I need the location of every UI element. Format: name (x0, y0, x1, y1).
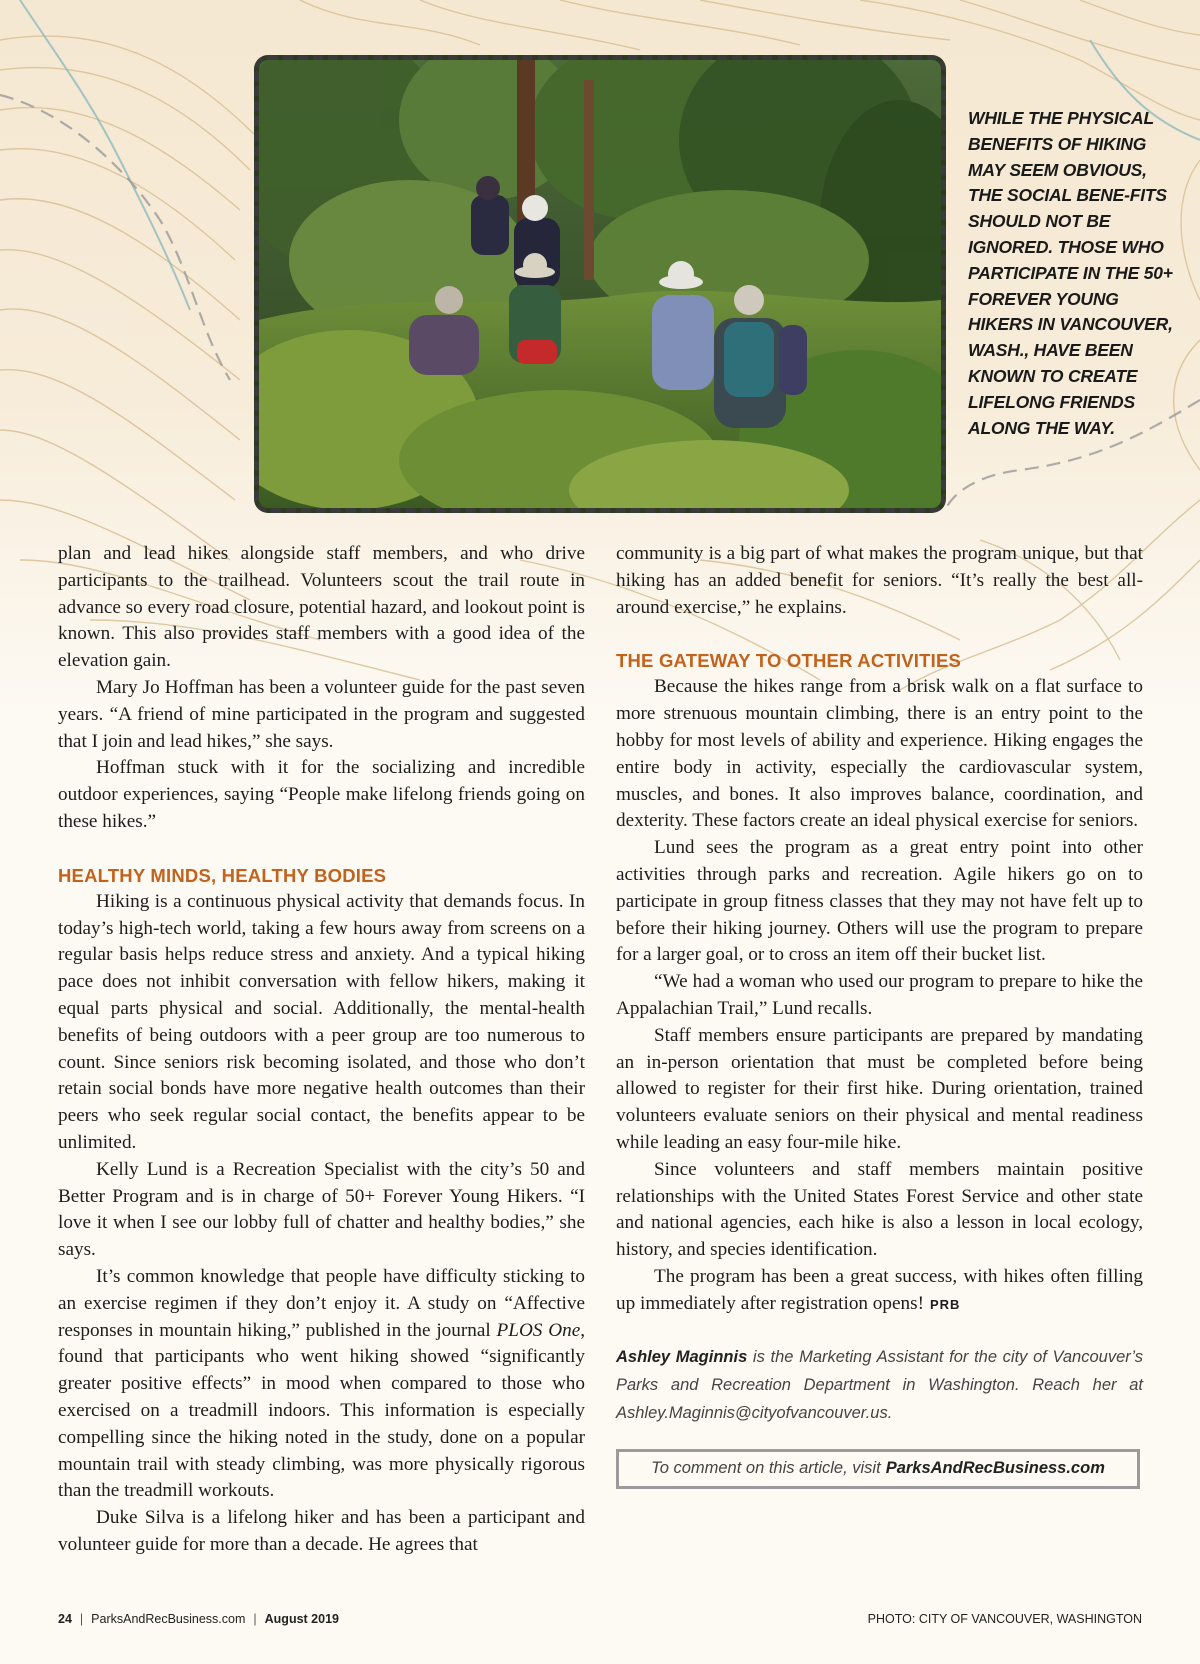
hikers-photo-illustration (259, 60, 941, 508)
paragraph: Since volunteers and staff members maintain positive relationships with the United States Forest Service and other state and national agencies, each hike is also a lesson in local ecology, history, and species identification. (616, 1158, 1143, 1261)
paragraph (616, 1264, 1143, 1319)
footer-left: 24 | ParksAndRecBusiness.com | August 2019 (58, 1612, 339, 1626)
article-column-right (616, 541, 1143, 1489)
paragraph: community is a big part of what makes the program unique, but that hiking has an added benefit for seniors. “It’s really the best all-around exercise,” he explains. (616, 543, 1143, 618)
paragraph: Because the hikes range from a brisk walk on a flat surface to more strenuous mountain climbing, there is an entry point to the hobby for most levels of ability and experience. Hiking engages the entire body in activity, especially the cardiovascular system, muscles, and bones. It also improves balance, coordination, and dexterity. These factors create an ideal physical exercise for seniors. (616, 676, 1143, 832)
paragraph: Hoffman stuck with it for the socializing and incredible outdoor experiences, saying “People make lifelong friends going on these hikes.” (58, 757, 585, 832)
author-name: Ashley Maginnis (616, 1347, 748, 1366)
footer-issue: August 2019 (264, 1612, 339, 1626)
article-column-left (58, 541, 585, 1559)
paragraph: Kelly Lund is a Recreation Specialist with the city’s 50 and Better Program and is in charge of 50+ Forever Young Hikers. “I love it when I see our lobby full of chatter and healthy bodies,” she says. (58, 1158, 585, 1261)
paragraph: “We had a woman who used our program to prepare to hike the Appalachian Trail,” Lund recalls. (616, 971, 1143, 1019)
photo-credit: PHOTO: CITY OF VANCOUVER, WASHINGTON (867, 1612, 1142, 1626)
paragraph: Hiking is a continuous physical activity that demands focus. In today’s high-tech world, taking a few hours away from screens on a regular basis helps reduce stress and anxiety. And a typical hiking pace does not inhibit conversation with fellow hikers, making it equal parts physical and social. Additionally, the mental-health benefits of being outdoors with a peer group are too numerous to count. Since seniors risk becoming isolated, and those who don’t retain social bonds have more negative health outcomes than their peers who seek regular social contact, the benefits appear to be unlimited. (58, 890, 585, 1153)
journal-title: PLOS One (496, 1319, 581, 1341)
paragraph: plan and lead hikes alongside staff members, and who drive participants to the trailhead. Volunteers scout the trail route in advance so every road closure, potential hazard, and lookout point is known. This also provides staff members with a good idea of the elevation gain. (58, 543, 585, 672)
paragraph (58, 1264, 585, 1505)
section-heading-healthy-minds: HEALTHY MINDS, HEALTHY BODIES (58, 864, 387, 886)
footer-site: ParksAndRecBusiness.com (91, 1612, 246, 1626)
author-bio (616, 1343, 1143, 1427)
hikers-photo (254, 55, 946, 513)
paragraph: Mary Jo Hoffman has been a volunteer guide for the past seven years. “A friend of mine participated in the program and suggested that I join and lead hikes,” she says. (58, 676, 585, 752)
author-bio-text: is the Marketing Assistant for the city of Vancouver’s Parks and Recreation Department in Washington. Reach her at Ashley.Maginnis@cityofvancouver.us. (616, 1347, 1143, 1422)
comment-box (616, 1449, 1140, 1489)
comment-prefix: To comment on this article, visit (651, 1459, 881, 1478)
comment-site-link[interactable]: ParksAndRecBusiness.com (885, 1459, 1105, 1478)
paragraph: Lund sees the program as a great entry point into other activities through parks and recreation. Agile hikers go on to participate in group fitness classes that they may not have felt up to before their hiking journey. Others will use the program to prepare for a larger goal, or to cross an item off their bucket list. (616, 837, 1143, 966)
page-number: 24 (58, 1612, 72, 1626)
photo-caption: WHILE THE PHYSICAL BENEFITS OF HIKING MAY SEEM OBVIOUS, THE SOCIAL BENE-FITS SHOULD NOT BE IGNORED. THOSE WHO PARTICIPATE IN THE 50+ FOREVER YOUNG HIKERS IN VANCOUVER, WASH., HAVE BEEN KNOWN TO CREATE LIFELONG FRIENDS ALONG THE WAY. (968, 108, 1173, 438)
paragraph: Staff members ensure participants are prepared by mandating an in-person orientation that must be completed before being allowed to register for their first hike. During orientation, trained volunteers evaluate seniors on their physical and mental readiness while leading an easy four-mile hike. (616, 1024, 1143, 1153)
paragraph-text: The program has been a great success, with hikes often filling up immediately after registration opens! (616, 1265, 1143, 1314)
paragraph: Duke Silva is a lifelong hiker and has been a participant and volunteer guide for more than a decade. He agrees that (58, 1507, 585, 1555)
end-mark: PRB (929, 1296, 961, 1312)
paragraph-text: , found that participants who went hiking showed “significantly greater positive effects” in mood when compared to those who exercised on a treadmill indoors. This information is especially compelling since the hiking noted in the study, done on a popular mountain trail with steady climbing, was more physically rigorous than the treadmill workouts. (58, 1319, 586, 1502)
section-heading-gateway: THE GATEWAY TO OTHER ACTIVITIES (616, 650, 962, 672)
paragraph-text: It’s common knowledge that people have difficulty sticking to an exercise regimen if they don’t enjoy it. A study on “Affective responses in mountain hiking,” published in the journal (58, 1265, 585, 1341)
page-footer (58, 1612, 1142, 1626)
